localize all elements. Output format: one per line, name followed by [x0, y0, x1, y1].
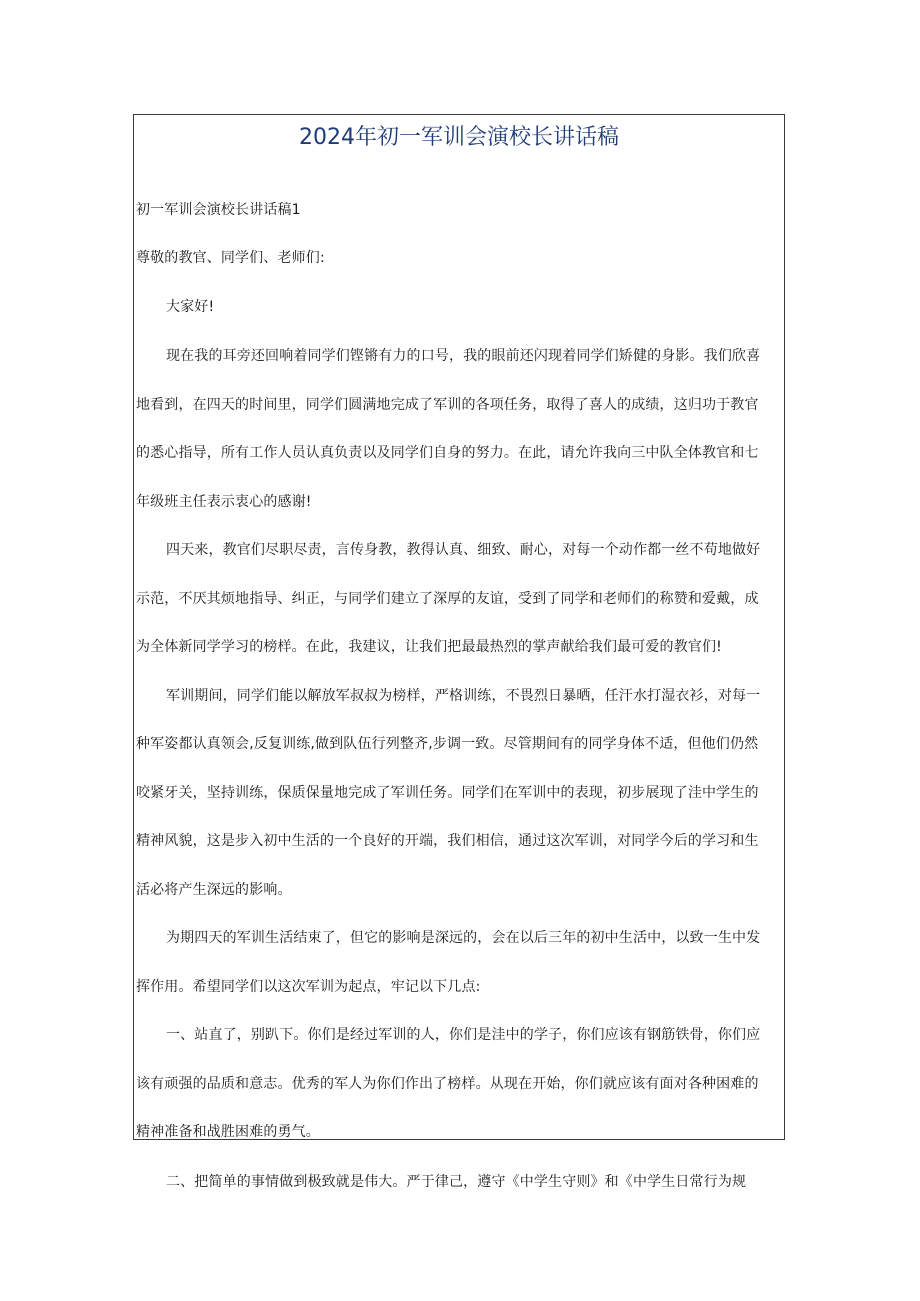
paragraph-1-line: 地看到，在四天的时间里，同学们圆满地完成了军训的各项任务，取得了喜人的成绩，这归功于教官: [136, 397, 759, 413]
paragraph-3-line: 军训期间，同学们能以解放军叔叔为榜样，严格训练，不畏烈日暴晒，任汗水打湿衣衫，对每一: [166, 688, 761, 704]
paragraph-2-line: 示范，不厌其烦地指导、纠正，与同学们建立了深厚的友谊，受到了同学和老师们的称赞和爱戴，成: [136, 591, 759, 607]
greeting: 大家好!: [166, 299, 215, 315]
paragraph-3-line: 咬紧牙关，坚持训练，保质保量地完成了军训任务。同学们在军训中的表现，初步展现了洼中学生的: [136, 785, 759, 801]
document-title: 2024年初一军训会演校长讲话稿: [299, 125, 619, 150]
paragraph-4-line: 为期四天的军训生活结束了，但它的影响是深远的，会在以后三年的初中生活中，以致一生中发: [166, 930, 761, 946]
paragraph-1-line: 年级班主任表示衷心的感谢!: [136, 494, 312, 510]
paragraph-2-line: 四天来，教官们尽职尽责，言传身教，教得认真、细致、耐心，对每一个动作都一丝不苟地做好: [166, 542, 761, 558]
paragraph-3-line: 活必将产生深远的影响。: [136, 882, 292, 898]
document-subtitle: 初一军训会演校长讲话稿1: [136, 202, 301, 218]
paragraph-5-line: 一、站直了，别趴下。你们是经过军训的人，你们是洼中的学子，你们应该有钢筋铁骨，你们应: [166, 1027, 761, 1043]
paragraph-5-line: 精神准备和战胜困难的勇气。: [136, 1124, 320, 1140]
paragraph-1-line: 现在我的耳旁还回响着同学们铿锵有力的口号，我的眼前还闪现着同学们矫健的身影。我们欣喜: [166, 348, 761, 364]
paragraph-3-line: 种军姿都认真领会,反复训练,做到队伍行列整齐,步调一致。尽管期间有的同学身体不适，但他们仍然: [136, 736, 759, 752]
paragraph-4-line: 挥作用。希望同学们以这次军训为起点，牢记以下几点:: [136, 979, 481, 995]
paragraph-1-line: 的悉心指导，所有工作人员认真负责以及同学们自身的努力。在此，请允许我向三中队全体教官和七: [136, 445, 759, 461]
paragraph-5-line: 该有顽强的品质和意志。优秀的军人为你们作出了榜样。从现在开始，你们就应该有面对各种困难的: [136, 1076, 759, 1092]
paragraph-3-line: 精神风貌，这是步入初中生活的一个良好的开端，我们相信，通过这次军训，对同学今后的学习和生: [136, 833, 759, 849]
salutation: 尊敬的教官、同学们、老师们:: [136, 250, 325, 266]
paragraph-2-line: 为全体新同学学习的榜样。在此，我建议，让我们把最最热烈的掌声献给我们最可爱的教官们!: [136, 639, 722, 655]
paragraph-6-line: 二、把简单的事情做到极致就是伟大。严于律己，遵守《中学生守则》和《中学生日常行为规: [166, 1174, 747, 1190]
